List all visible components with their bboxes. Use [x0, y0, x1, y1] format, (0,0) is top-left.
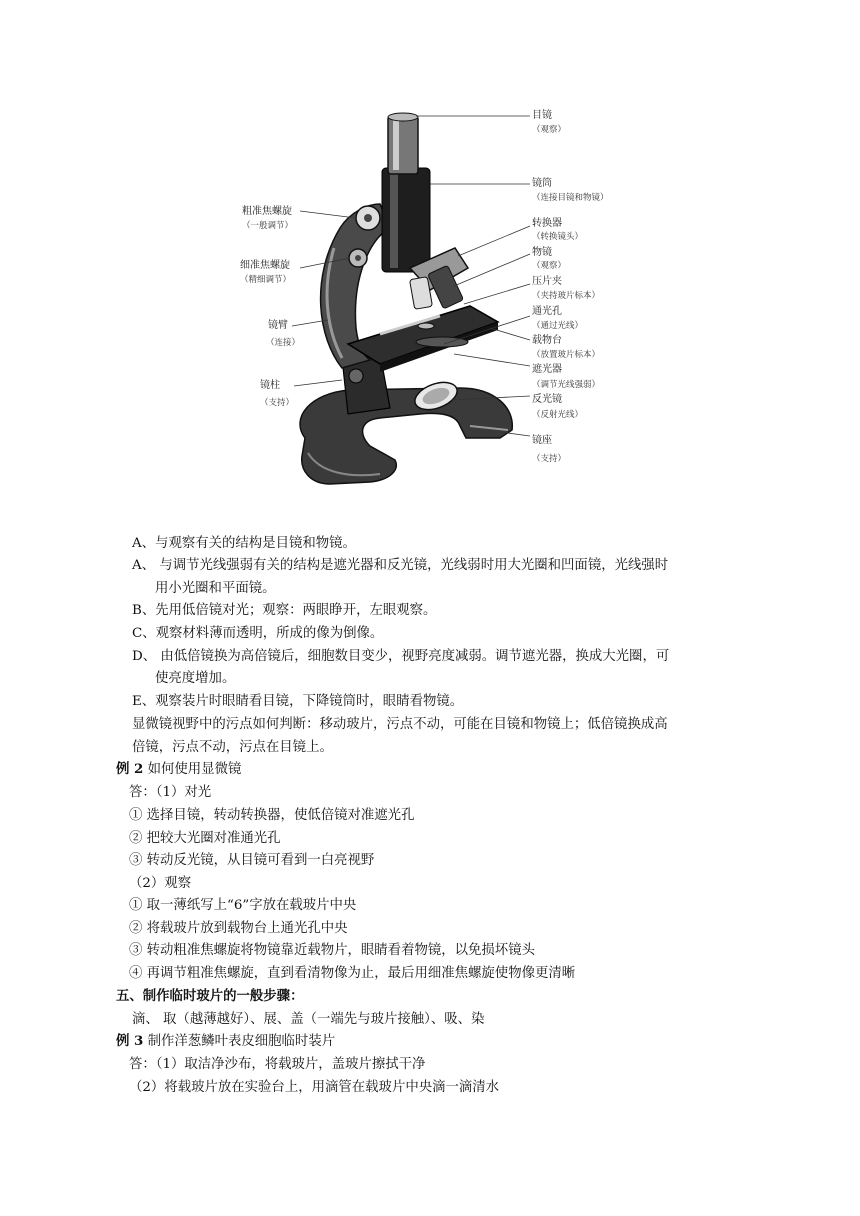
text-line: A、 与调节光线强弱有关的结构是遮光器和反光镜，光线弱时用大光圈和凹面镜，光线强时	[132, 558, 669, 573]
text-line: 倍镜，污点不动，污点在目镜上。	[132, 740, 333, 755]
example-2-heading	[116, 760, 241, 779]
label-eyepiece-desc: （观察）	[532, 125, 567, 135]
list-item: ② 把较大光圈对准通光孔	[129, 831, 281, 846]
label-tube-desc: （连接目镜和物镜）	[532, 193, 609, 203]
example-3-label: 例 3	[116, 1033, 144, 1049]
example-3-title: 制作洋葱鳞叶表皮细胞临时装片	[147, 1034, 336, 1049]
label-fine-adjustment: 细准焦螺旋	[240, 260, 290, 271]
list-item: ① 取一薄纸写上“6”字放在载玻片中央	[129, 898, 357, 913]
label-diaphragm-desc: （调节光线强弱）	[532, 380, 601, 390]
label-pillar: 镜柱	[260, 380, 280, 391]
label-mirror-desc: （反射光线）	[532, 410, 584, 420]
list-item: ③ 转动粗准焦螺旋将物镜靠近载物片，眼睛看着物镜，以免损坏镜头	[129, 943, 535, 958]
label-aperture-desc: （通过光线）	[532, 321, 584, 331]
label-tube: 镜筒	[532, 178, 552, 189]
label-fine-adjustment-desc: （精细调节）	[240, 275, 292, 285]
example-3-line: （2）将载玻片放在实验台上，用滴管在载玻片中央滴一滴清水	[129, 1080, 500, 1095]
example-2-label: 例 2	[116, 761, 144, 777]
text-line: 显微镜视野中的污点如何判断：移动玻片，污点不动，可能在目镜和物镜上；低倍镜换成高	[132, 717, 668, 732]
label-base-desc: （支持）	[532, 454, 567, 464]
list-item: ② 将载玻片放到载物台上通光孔中央	[129, 921, 348, 936]
label-coarse-adjustment: 粗准焦螺旋	[242, 206, 292, 217]
text-line: B、先用低倍镜对光；观察：两眼睁开，左眼观察。	[132, 603, 437, 618]
label-base: 镜座	[532, 435, 552, 446]
label-arm: 镜臂	[268, 320, 288, 331]
label-nosepiece-desc: （转换镜头）	[532, 232, 584, 242]
list-item: ④ 再调节粗准焦螺旋，直到看清物像为止，最后用细准焦螺旋使物像更清晰	[129, 966, 576, 981]
label-objective-desc: （观察）	[532, 261, 567, 271]
microscope-illustration	[230, 108, 630, 510]
label-clip: 压片夹	[532, 276, 562, 287]
text-line: E、观察装片时眼睛看目镜，下降镜筒时，眼睛看物镜。	[132, 694, 464, 709]
label-objective: 物镜	[532, 247, 552, 258]
label-diaphragm: 遮光器	[532, 364, 562, 375]
section-5-title: 五、制作临时玻片的一般步骤：	[116, 988, 304, 1004]
label-coarse-adjustment-desc: （一般调节）	[242, 221, 294, 231]
list-item: ③ 转动反光镜，从目镜可看到一白亮视野	[129, 853, 375, 868]
example-2-answer: 答：（1）对光	[129, 785, 212, 800]
label-stage-desc: （放置玻片标本）	[532, 350, 601, 360]
label-arm-desc: （连接）	[266, 338, 301, 348]
text-line: C、观察材料薄而透明，所成的像为倒像。	[132, 626, 384, 641]
text-line: 使亮度增加。	[155, 671, 236, 686]
label-stage: 载物台	[532, 335, 562, 346]
example-2-title: 如何使用显微镜	[147, 762, 242, 777]
label-clip-desc: （夹持玻片标本）	[532, 291, 601, 301]
label-nosepiece: 转换器	[532, 218, 562, 229]
text-line: A、与观察有关的结构是目镜和物镜。	[132, 536, 356, 551]
example-3-heading	[116, 1032, 335, 1051]
text-line: 用小光圈和平面镜。	[155, 581, 276, 596]
label-eyepiece: 目镜	[532, 110, 552, 121]
label-pillar-desc: （支持）	[260, 398, 295, 408]
microscope-diagram	[230, 108, 630, 510]
example-2-part2: （2）观察	[129, 876, 192, 891]
example-3-line: 答：（1）取洁净沙布，将载玻片，盖玻片擦拭干净	[129, 1057, 426, 1072]
list-item: ① 选择目镜，转动转换器，使低倍镜对准遮光孔	[129, 808, 415, 823]
label-mirror: 反光镜	[532, 394, 562, 405]
text-line: D、 由低倍镜换为高倍镜后，细胞数目变少，视野亮度减弱。调节遮光器，换成大光圈，可	[132, 649, 670, 664]
section-5-steps: 滴、 取（越薄越好）、展、盖（一端先与玻片接触）、吸、染	[132, 1012, 485, 1027]
label-aperture: 通光孔	[532, 306, 562, 317]
